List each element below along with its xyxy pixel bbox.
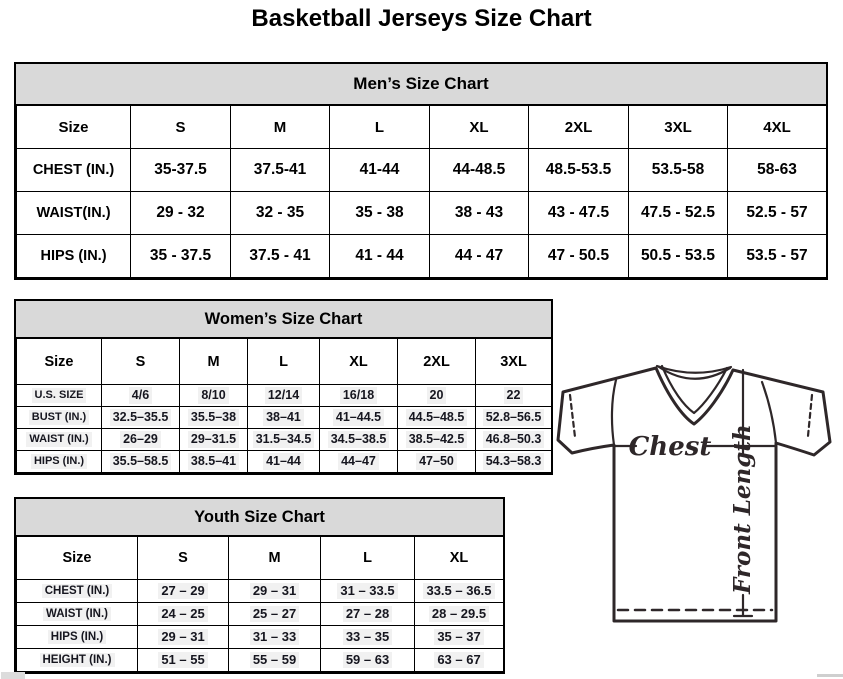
value-cell-text: 41–44.5	[333, 409, 384, 425]
value-cell	[102, 385, 180, 407]
men-header-row	[17, 106, 827, 149]
value-cell	[476, 407, 552, 429]
row-label-cell-text: HEIGHT (IN.)	[40, 653, 115, 668]
column-header-cell: Size	[17, 106, 131, 149]
womens-size-chart	[14, 299, 553, 475]
value-cell	[415, 603, 504, 626]
row-label-cell	[17, 407, 102, 429]
value-cell-text: 51 – 55	[158, 652, 207, 669]
youth-header-row	[17, 537, 504, 580]
value-cell-text: 41–44	[263, 453, 304, 469]
value-cell	[180, 385, 248, 407]
column-header-cell: L	[321, 537, 415, 580]
value-cell: 43 - 47.5	[529, 192, 629, 235]
value-cell	[320, 429, 398, 451]
women-table-row	[17, 429, 552, 451]
value-cell	[398, 429, 476, 451]
value-cell: 44 - 47	[430, 235, 529, 278]
value-cell: 29 - 32	[131, 192, 231, 235]
youth-table-row	[17, 603, 504, 626]
row-label-cell	[17, 603, 138, 626]
value-cell-text: 20	[427, 387, 447, 403]
value-cell: 53.5-58	[629, 149, 728, 192]
value-cell-text: 44–47	[338, 453, 379, 469]
value-cell	[476, 429, 552, 451]
row-label-cell-text: WAIST (IN.)	[26, 432, 91, 446]
column-header-cell: Size	[17, 339, 102, 385]
mens-size-chart	[14, 62, 828, 280]
value-cell	[320, 385, 398, 407]
row-label-cell	[17, 451, 102, 473]
value-cell	[321, 626, 415, 649]
page-title: Basketball Jerseys Size Chart	[251, 5, 592, 32]
value-cell	[102, 429, 180, 451]
value-cell-text: 31.5–34.5	[253, 431, 315, 447]
womens-size-table	[16, 338, 552, 473]
column-header-cell: 2XL	[529, 106, 629, 149]
value-cell	[229, 603, 321, 626]
value-cell-text: 29 – 31	[250, 583, 299, 600]
column-header-cell: 2XL	[398, 339, 476, 385]
value-cell-text: 27 – 29	[158, 583, 207, 600]
row-label-cell-text: CHEST (IN.)	[42, 584, 113, 599]
value-cell-text: 33 – 35	[343, 629, 392, 646]
chest-measure-label: Chest	[628, 432, 712, 462]
value-cell	[415, 649, 504, 672]
value-cell	[229, 580, 321, 603]
value-cell: 48.5-53.5	[529, 149, 629, 192]
value-cell: 58-63	[728, 149, 827, 192]
value-cell-text: 46.8–50.3	[483, 431, 545, 447]
value-cell-text: 24 – 25	[158, 606, 207, 623]
row-label-cell	[17, 385, 102, 407]
value-cell-text: 55 – 59	[250, 652, 299, 669]
value-cell	[476, 451, 552, 473]
value-cell: 35 - 38	[330, 192, 430, 235]
value-cell-text: 38.5–42.5	[406, 431, 468, 447]
value-cell-text: 29 – 31	[158, 629, 207, 646]
front-length-measure-label: Front Length	[729, 424, 756, 594]
column-header-cell: M	[180, 339, 248, 385]
value-cell	[229, 626, 321, 649]
women-table-row	[17, 407, 552, 429]
column-header-cell: Size	[17, 537, 138, 580]
value-cell-text: 4/6	[129, 387, 152, 403]
value-cell: 37.5-41	[231, 149, 330, 192]
womens-size-chart-title: Women’s Size Chart	[16, 301, 551, 338]
value-cell-text: 63 – 67	[434, 652, 483, 669]
value-cell	[229, 649, 321, 672]
value-cell	[320, 451, 398, 473]
column-header-cell: S	[138, 537, 229, 580]
value-cell: 44-48.5	[430, 149, 529, 192]
value-cell: 47.5 - 52.5	[629, 192, 728, 235]
value-cell	[398, 407, 476, 429]
value-cell: 35-37.5	[131, 149, 231, 192]
value-cell	[398, 451, 476, 473]
value-cell	[321, 580, 415, 603]
value-cell: 41-44	[330, 149, 430, 192]
row-label-cell	[17, 580, 138, 603]
value-cell	[248, 429, 320, 451]
men-table-row	[17, 235, 827, 278]
cuff-dashed-left	[570, 395, 575, 437]
value-cell-text: 44.5–48.5	[406, 409, 468, 425]
mens-size-chart-title: Men’s Size Chart	[16, 64, 826, 105]
value-cell-text: 33.5 – 36.5	[423, 583, 494, 600]
women-table-row	[17, 385, 552, 407]
value-cell-text: 29–31.5	[188, 431, 239, 447]
value-cell	[138, 626, 229, 649]
value-cell-text: 16/18	[340, 387, 377, 403]
armhole-seam-left	[612, 380, 616, 445]
row-label-cell: WAIST(IN.)	[17, 192, 131, 235]
value-cell-text: 31 – 33	[250, 629, 299, 646]
armhole-seam-right	[762, 382, 776, 443]
value-cell-text: 26–29	[120, 431, 161, 447]
value-cell: 37.5 - 41	[231, 235, 330, 278]
page-bottom-right-artifact	[817, 674, 843, 677]
row-label-cell: HIPS (IN.)	[17, 235, 131, 278]
value-cell	[138, 603, 229, 626]
value-cell	[102, 407, 180, 429]
jersey-outline	[558, 368, 830, 621]
column-header-cell: XL	[430, 106, 529, 149]
youth-size-table	[16, 536, 504, 672]
youth-table-row	[17, 626, 504, 649]
value-cell-text: 47–50	[416, 453, 457, 469]
row-label-cell-text: U.S. SIZE	[32, 388, 87, 402]
value-cell	[180, 451, 248, 473]
men-table-row	[17, 149, 827, 192]
youth-table-row	[17, 649, 504, 672]
value-cell	[138, 580, 229, 603]
women-header-row	[17, 339, 552, 385]
row-label-cell-text: BUST (IN.)	[29, 410, 89, 424]
page-bottom-left-artifact	[1, 672, 25, 679]
value-cell: 32 - 35	[231, 192, 330, 235]
value-cell	[180, 429, 248, 451]
women-table-row	[17, 451, 552, 473]
value-cell	[180, 407, 248, 429]
cuff-dashed-right	[808, 395, 812, 436]
value-cell	[248, 407, 320, 429]
column-header-cell: 4XL	[728, 106, 827, 149]
men-table-row	[17, 192, 827, 235]
value-cell-text: 38.5–41	[188, 453, 239, 469]
column-header-cell: M	[229, 537, 321, 580]
value-cell-text: 12/14	[265, 387, 302, 403]
value-cell-text: 52.8–56.5	[483, 409, 545, 425]
column-header-cell: XL	[320, 339, 398, 385]
value-cell-text: 31 – 33.5	[337, 583, 397, 600]
value-cell-text: 25 – 27	[250, 606, 299, 623]
value-cell-text: 54.3–58.3	[483, 453, 545, 469]
value-cell-text: 38–41	[263, 409, 304, 425]
value-cell	[415, 626, 504, 649]
value-cell-text: 27 – 28	[343, 606, 392, 623]
value-cell	[415, 580, 504, 603]
row-label-cell-text: HIPS (IN.)	[48, 630, 106, 645]
column-header-cell: M	[231, 106, 330, 149]
value-cell	[476, 385, 552, 407]
value-cell-text: 59 – 63	[343, 652, 392, 669]
value-cell: 53.5 - 57	[728, 235, 827, 278]
row-label-cell	[17, 429, 102, 451]
value-cell-text: 35 – 37	[434, 629, 483, 646]
column-header-cell: XL	[415, 537, 504, 580]
youth-size-chart	[14, 497, 505, 674]
youth-table-row	[17, 580, 504, 603]
value-cell-text: 32.5–35.5	[110, 409, 172, 425]
column-header-cell: L	[248, 339, 320, 385]
value-cell-text: 22	[504, 387, 524, 403]
value-cell-text: 8/10	[198, 387, 228, 403]
value-cell: 47 - 50.5	[529, 235, 629, 278]
row-label-cell	[17, 626, 138, 649]
value-cell	[138, 649, 229, 672]
value-cell: 35 - 37.5	[131, 235, 231, 278]
value-cell-text: 35.5–58.5	[110, 453, 172, 469]
value-cell-text: 34.5–38.5	[328, 431, 390, 447]
row-label-cell-text: HIPS (IN.)	[31, 454, 87, 468]
value-cell	[102, 451, 180, 473]
column-header-cell: 3XL	[476, 339, 552, 385]
value-cell	[321, 603, 415, 626]
value-cell	[398, 385, 476, 407]
mens-size-table	[16, 105, 827, 278]
value-cell: 41 - 44	[330, 235, 430, 278]
jersey-measurement-diagram	[556, 358, 841, 668]
youth-size-chart-title: Youth Size Chart	[16, 499, 503, 536]
column-header-cell: 3XL	[629, 106, 728, 149]
row-label-cell: CHEST (IN.)	[17, 149, 131, 192]
value-cell: 52.5 - 57	[728, 192, 827, 235]
value-cell: 38 - 43	[430, 192, 529, 235]
value-cell	[320, 407, 398, 429]
value-cell: 50.5 - 53.5	[629, 235, 728, 278]
value-cell	[248, 451, 320, 473]
column-header-cell: L	[330, 106, 430, 149]
value-cell-text: 35.5–38	[188, 409, 239, 425]
value-cell	[248, 385, 320, 407]
value-cell	[321, 649, 415, 672]
column-header-cell: S	[102, 339, 180, 385]
row-label-cell-text: WAIST (IN.)	[43, 607, 111, 622]
value-cell-text: 28 – 29.5	[429, 606, 489, 623]
row-label-cell	[17, 649, 138, 672]
column-header-cell: S	[131, 106, 231, 149]
